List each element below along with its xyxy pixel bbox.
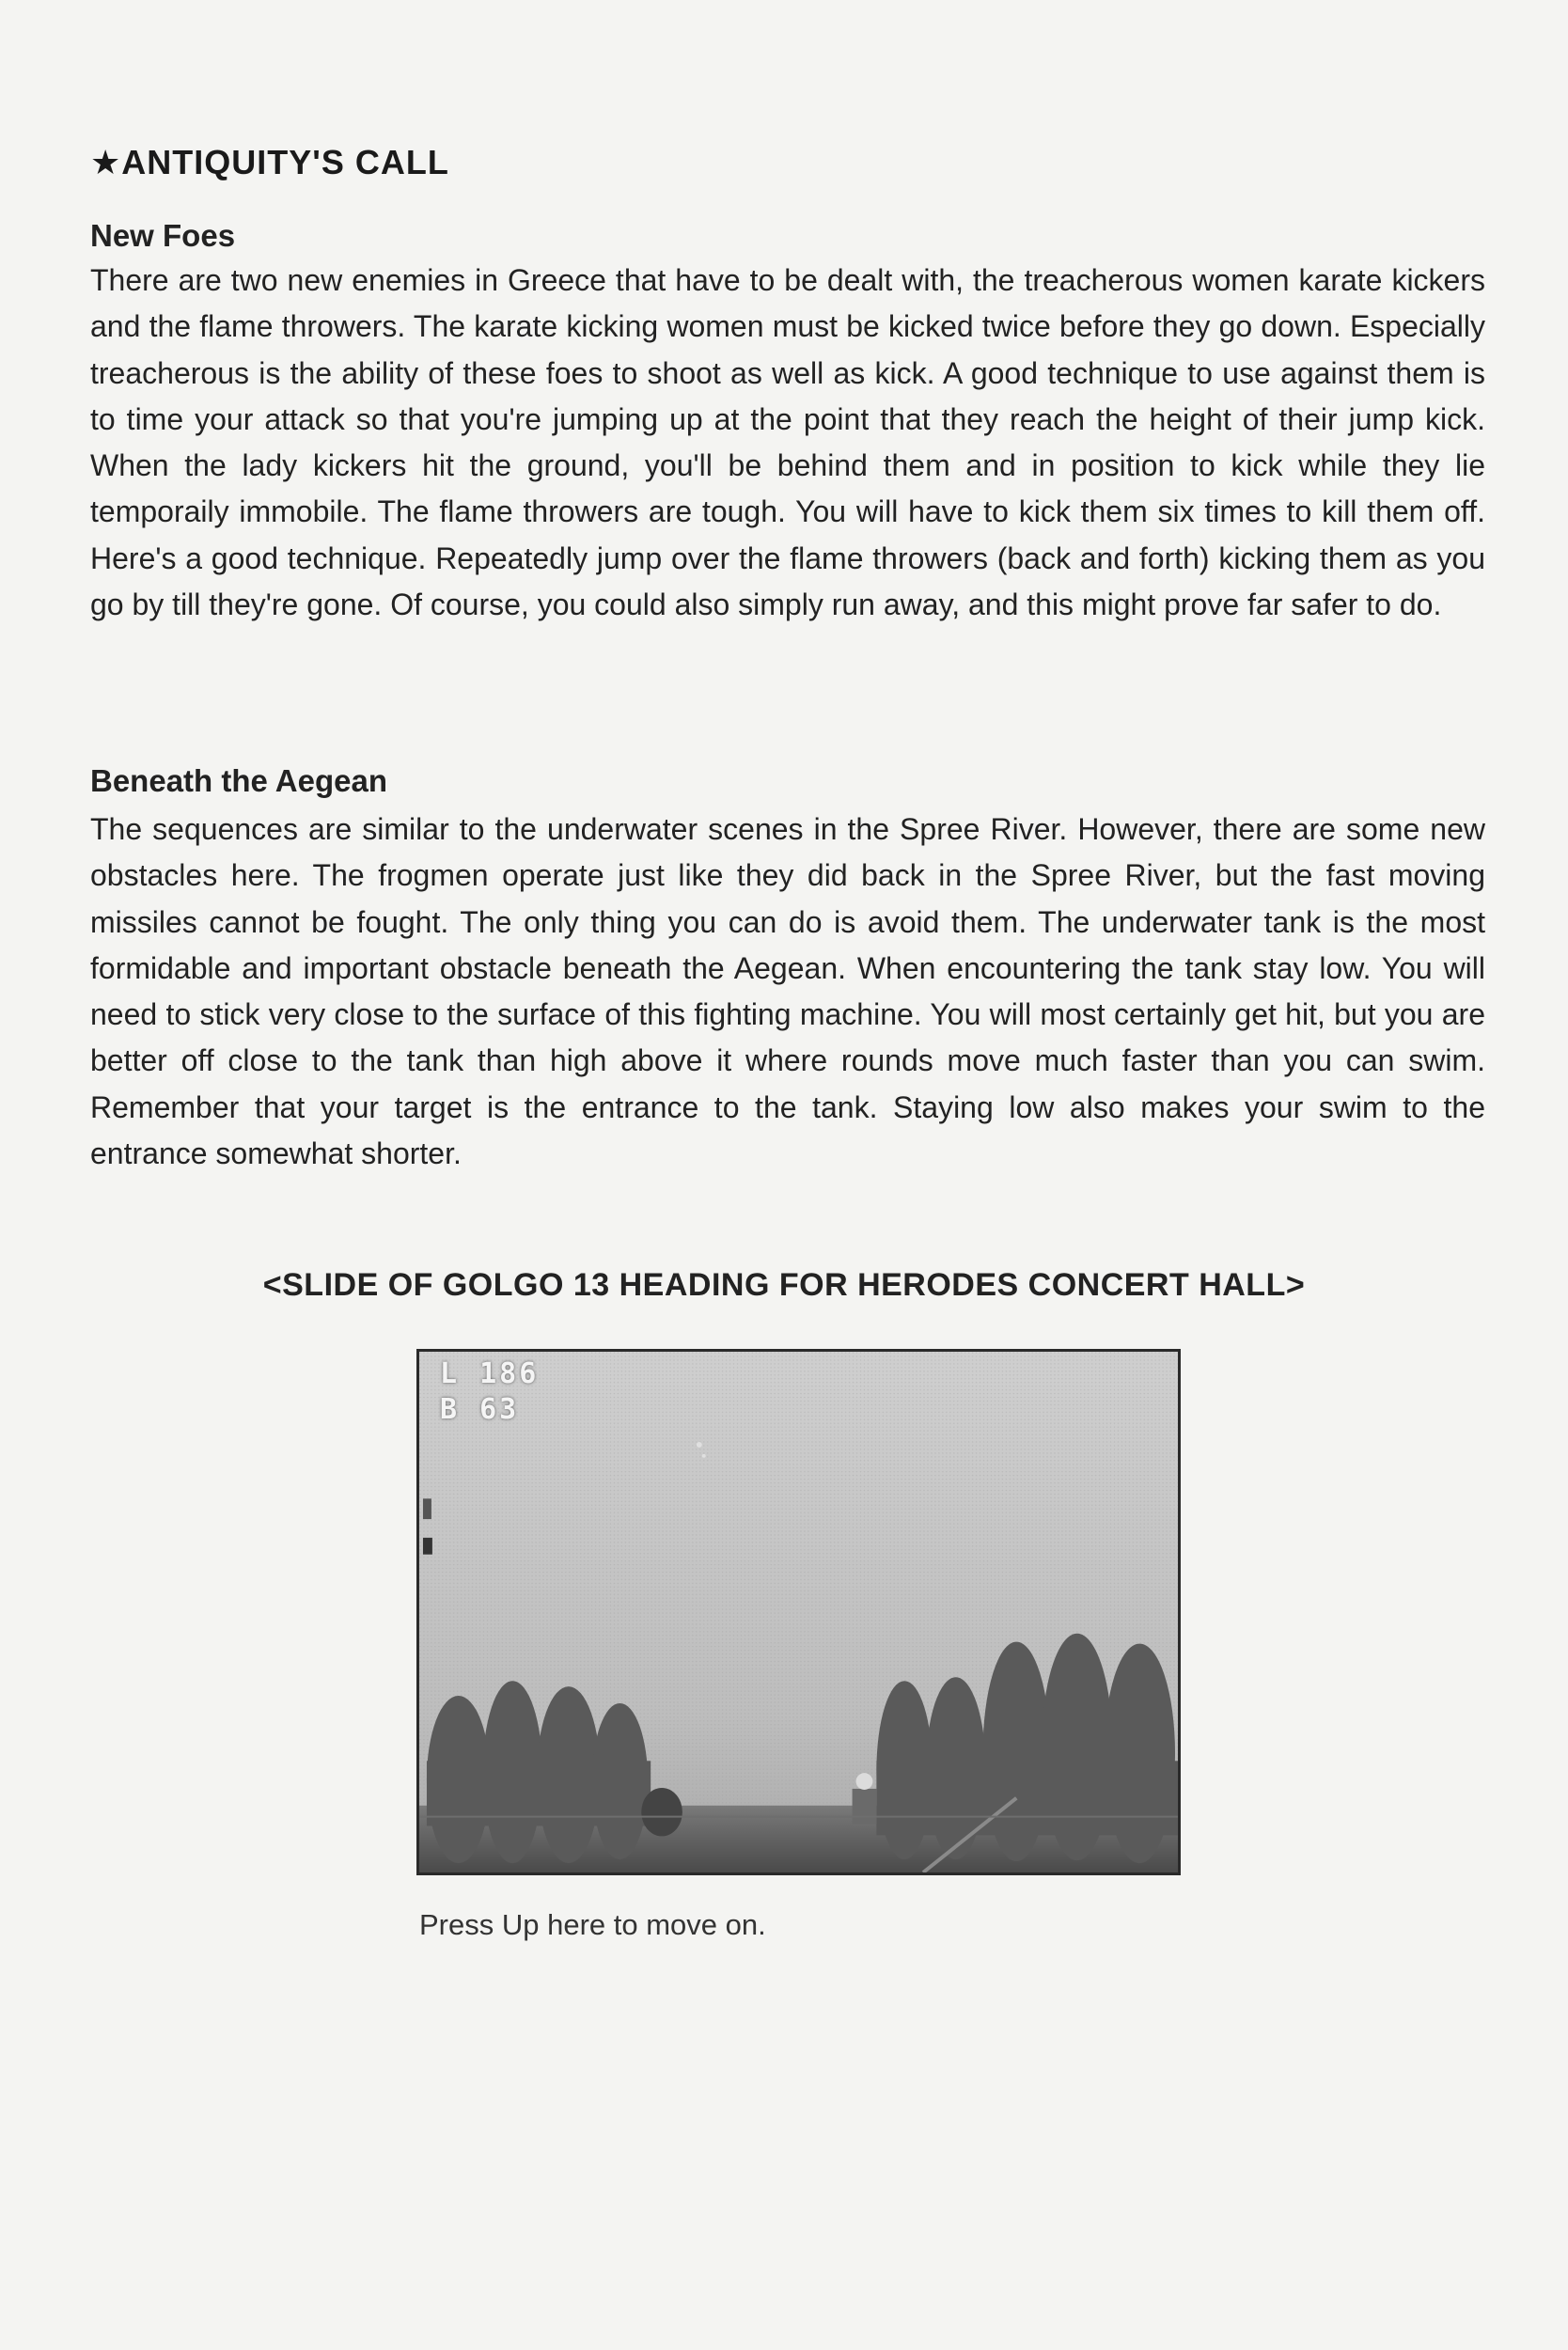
slide-caption: <SLIDE OF GOLGO 13 HEADING FOR HERODES CONCERT HALL> xyxy=(262,1267,1306,1303)
beneath-aegean-paragraph: The sequences are similar to the underwater scenes in the Spree River. However, there are some new obstacles here. The frogmen operate just like they did back in the Spree River, but the fast moving missiles cannot be fought. The only thing you can do is avoid them. The underwater tank is the most formidable and important obstacle beneath the Aegean. When encountering the tank stay low. You will need to stick very close to the surface of this fighting machine. You will most certainly get hit, but you are better off close to the tank than high above it where rounds move much faster than you can swim. Remember that your target is the entrance to the tank. Staying low also makes your swim to the entrance somewhat shorter. xyxy=(90,812,1485,1171)
new-foes-heading: New Foes xyxy=(90,218,236,253)
section-title: ★ANTIQUITY'S CALL xyxy=(90,143,449,181)
hud-life: L 186 xyxy=(440,1357,540,1390)
game-screenshot xyxy=(416,1349,1181,1875)
hud-bullets: B 63 xyxy=(440,1393,520,1426)
beneath-aegean-heading: Beneath the Aegean xyxy=(90,763,388,798)
new-foes-paragraph: There are two new enemies in Greece that have to be dealt with, the treacherous women karate kickers and the flame throwers. The karate kicking women must be kicked twice before they go down. Especially treacherous is the ability of these foes to shoot as well as kick. A good technique to use against them is to time your attack so that you're jumping up at the point that they reach the height of their jump kick. When the lady kickers hit the ground, you'll be behind them and in position to kick while they lie temporaily immobile. The flame throwers are tough. You will have to kick them six times to kill them off. Here's a good technique. Repeatedly jump over the flame throwers (back and forth) kicking them as you go by till they're gone. Of course, you could also simply run away, and this might prove far safer to do. xyxy=(90,263,1485,622)
game-scene-image xyxy=(419,1352,1178,1872)
slide-note: Press Up here to move on. xyxy=(419,1908,766,1941)
